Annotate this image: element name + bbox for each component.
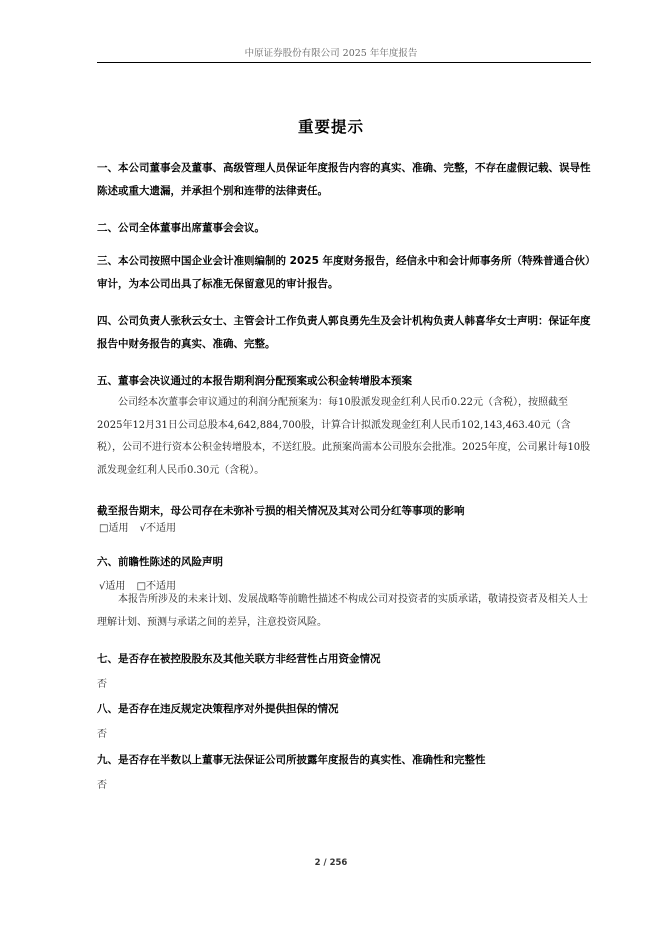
page-number: 2 / 256: [314, 858, 348, 868]
s6-option-applicable: √适用: [99, 581, 126, 592]
section-6-body: 本报告所涉及的未来计划、发展战略等前瞻性描述不构成公司对投资者的实质承诺，敬请投资者及相关人士理解计划、预测与承诺之间的差异，注意投资风险。: [97, 594, 588, 628]
loss-title: 截至报告期末，母公司存在未弥补亏损的相关情况及其对公司分红等事项的影响: [97, 505, 465, 517]
section-9-title: 九、是否存在半数以上董事无法保证公司所披露年度报告的真实性、准确性和完整性: [97, 754, 486, 766]
section-1: 一、本公司董事会及董事、高级管理人员保证年度报告内容的真实、准确、完整，不存在虚假记载、误导性陈述或重大遗漏，并承担个别和连带的法律责任。: [97, 162, 591, 197]
loss-option-applicable: □适用: [99, 523, 129, 534]
section-5-body: 公司经本次董事会审议通过的利润分配预案为：每10股派发现金红利人民币0.22元（含税），按照截至2025年12月31日公司总股本4,642,884,700股，计算合计拟派发现金红利人民币102,143,463.40元（含税），公司不进行资本公积金转增股本，不送红股。此预案尚需本公司股东会批准。2025年度，公司累计每10股派发现金红利人民币0.30元（含税）。: [97, 397, 591, 476]
section-7-answer: 否: [97, 679, 107, 690]
loss-options: [99, 519, 184, 534]
section-9-answer: 否: [97, 780, 107, 791]
section-4: 四、公司负责人张秋云女士、主管会计工作负责人郭良勇先生及会计机构负责人韩喜华女士声明：保证年度报告中财务报告的真实、准确、完整。: [97, 315, 591, 350]
header-divider: [97, 62, 591, 63]
section-5-title: 五、董事会决议通过的本报告期利润分配预案或公积金转增股本预案: [97, 375, 412, 387]
s6-option-not-applicable: □不适用: [136, 581, 177, 592]
loss-option-not-applicable: √不适用: [139, 523, 177, 534]
page-title: 重要提示: [297, 118, 364, 136]
section-8-answer: 否: [97, 729, 107, 740]
section-3: 三、本公司按照中国企业会计准则编制的 2025 年度财务报告，经信永中和会计师事务所（特殊普通合伙）审计，为本公司出具了标准无保留意见的审计报告。: [97, 255, 591, 290]
section-6-title: 六、前瞻性陈述的风险声明: [97, 556, 223, 568]
section-8-title: 八、是否存在违反规定决策程序对外提供担保的情况: [97, 703, 339, 715]
section-7-title: 七、是否存在被控股股东及其他关联方非经营性占用资金情况: [97, 653, 381, 665]
section-2: 二、公司全体董事出席董事会会议。: [97, 222, 265, 234]
page-header: 中原证券股份有限公司 2025 年年度报告: [244, 48, 418, 59]
